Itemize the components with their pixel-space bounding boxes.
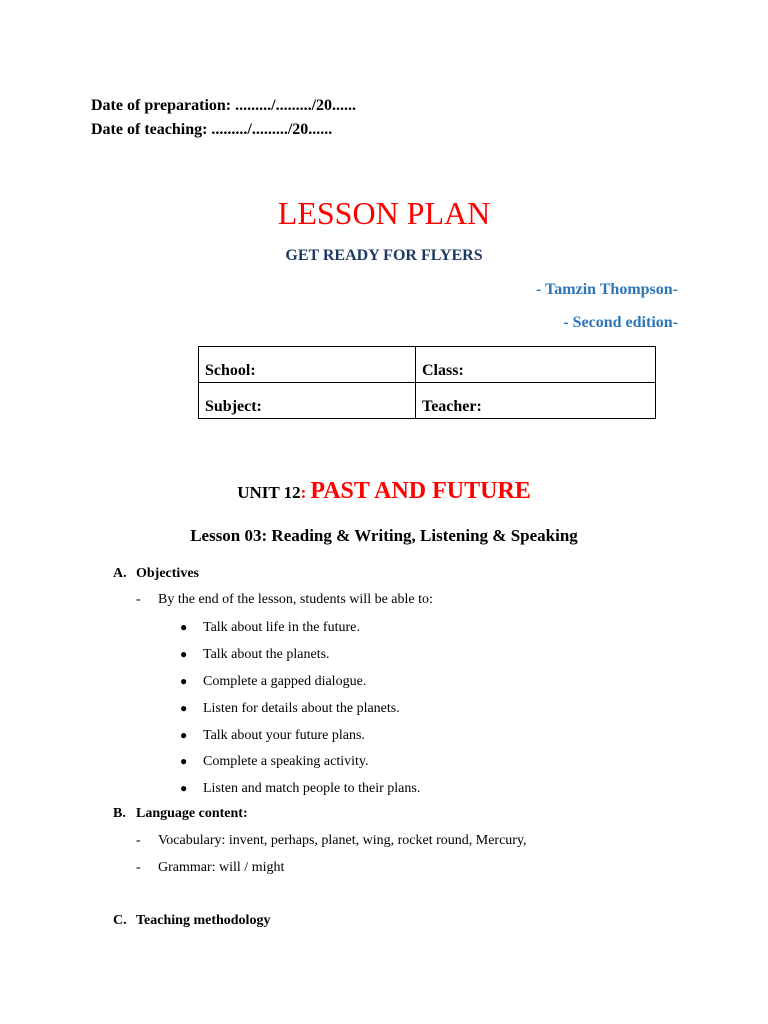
class-cell: Class: [416,347,656,383]
dash-marker: - [136,860,141,875]
list-item [136,859,284,877]
teaching-date: Date of teaching: ........./........./20...... [91,121,333,138]
bullet-icon: ● [180,674,188,688]
teacher-cell: Teacher: [416,383,656,419]
edition-label: - Second edition- [563,314,678,331]
school-cell: School: [199,347,416,383]
bullet-icon: ● [180,754,188,768]
list-item [180,645,330,664]
bullet-icon: ● [180,728,188,742]
section-title: Language content: [136,806,248,821]
lesson-title: Lesson 03: Reading & Writing, Listening & Speaking [190,526,578,545]
list-item-text: Complete a gapped dialogue. [203,674,367,689]
list-item-text: Complete a speaking activity. [203,754,369,769]
dash-marker: - [136,833,141,848]
table-row [199,383,656,419]
list-item-text: Talk about life in the future. [203,620,360,635]
list-item [136,832,527,850]
list-item [180,779,420,798]
section-letter: B. [113,806,126,821]
list-item-text: Talk about your future plans. [203,728,365,743]
list-item [180,672,366,691]
section-letter: C. [113,913,127,928]
unit-colon: : [300,483,307,502]
bullet-icon: ● [180,701,188,715]
list-item [180,752,369,771]
list-item-text: Grammar: will / might [158,860,285,875]
objectives-intro [136,591,433,609]
section-b-heading [113,805,248,823]
bullet-icon: ● [180,620,188,634]
dash-marker: - [136,592,141,607]
section-c-heading [113,912,270,930]
list-item-text: Listen and match people to their plans. [203,781,421,796]
page-title: LESSON PLAN [277,195,491,231]
list-item [180,699,400,718]
unit-heading [0,476,768,509]
author-name: - Tamzin Thompson- [536,281,678,298]
date-block [91,94,356,142]
section-title: Teaching methodology [136,913,271,928]
page-subtitle: GET READY FOR FLYERS [285,247,483,264]
section-title: Objectives [136,566,199,581]
bullet-icon: ● [180,647,188,661]
bullet-icon: ● [180,781,188,795]
unit-name: PAST AND FUTURE [310,478,531,504]
table-row [199,347,656,383]
preparation-date: Date of preparation: ........./........./20...... [91,97,357,114]
unit-label: UNIT 12 [237,483,301,502]
section-a-heading [113,565,199,583]
list-item-text: Vocabulary: invent, perhaps, planet, wing, rocket round, Mercury, [158,833,527,848]
subject-cell: Subject: [199,383,416,419]
list-item-text: Listen for details about the planets. [203,701,400,716]
info-table [198,346,656,419]
list-item [180,618,360,637]
list-item-text: Talk about the planets. [203,647,330,662]
list-item-text: By the end of the lesson, students will be able to: [158,592,433,607]
list-item [180,726,365,745]
section-letter: A. [113,566,127,581]
